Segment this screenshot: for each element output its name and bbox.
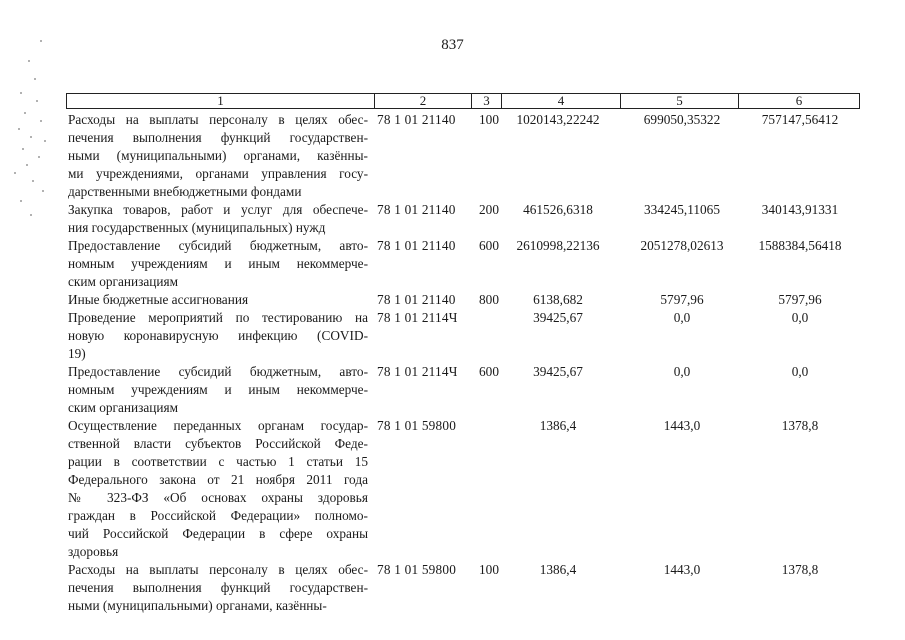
expense-type: 800 xyxy=(479,292,499,307)
value-col-5: 0,0 xyxy=(673,310,691,325)
header-col-6: 6 xyxy=(795,93,803,108)
expense-item-name-line: печения выполнения функций государствен- xyxy=(68,580,368,595)
expense-item-name-line: Проведение мероприятий по тестированию на xyxy=(68,310,368,325)
table-row xyxy=(66,561,866,615)
budget-code: 78 1 01 21140 xyxy=(377,238,456,253)
table-body xyxy=(66,111,866,615)
value-col-6: 5797,96 xyxy=(778,292,822,307)
header-col-2: 2 xyxy=(375,94,472,108)
expense-item-name-line: граждан в Российской Федерации» полномо- xyxy=(68,508,368,523)
budget-code: 78 1 01 2114Ч xyxy=(377,364,458,379)
table-row xyxy=(66,111,866,201)
expense-item-name xyxy=(68,237,368,291)
expense-type: 600 xyxy=(479,238,499,253)
budget-code: 78 1 01 2114Ч xyxy=(377,310,458,325)
table-row xyxy=(66,237,866,291)
expense-item-name-line: ским организациям xyxy=(68,400,179,415)
expense-item-name-line: ми учреждениями, органами управления госу- xyxy=(68,166,368,181)
expense-item-name-line: ными (муниципальными) органами, казённы- xyxy=(68,598,327,613)
expense-item-name-line: рации в соответствии с частью 1 статьи 15 xyxy=(68,454,368,469)
value-col-6: 340143,91331 xyxy=(761,202,839,217)
expense-item-name-line: ственной власти субъектов Российской Феде- xyxy=(68,436,368,451)
expense-item-name-line: ными (муниципальными) органами, казённы- xyxy=(68,148,368,163)
expense-item-name xyxy=(68,561,368,615)
expense-item-name-line: чий Российской Федерации в сфере охраны xyxy=(68,526,368,541)
table-header xyxy=(66,93,860,109)
value-col-4: 1386,4 xyxy=(539,562,577,577)
budget-code: 78 1 01 59800 xyxy=(377,418,457,433)
expense-item-name-line: 19) xyxy=(68,346,86,361)
expense-item-name-line: Расходы на выплаты персоналу в целях обес- xyxy=(68,562,368,577)
expense-item-name-line: № 323-ФЗ «Об основах охраны здоровья xyxy=(68,490,368,505)
value-col-6: 757147,56412 xyxy=(761,112,839,127)
expense-item-name xyxy=(68,417,368,561)
expense-item-name-line: Осуществление переданных органам государ- xyxy=(68,418,368,433)
table-row xyxy=(66,201,866,237)
value-col-4: 1386,4 xyxy=(539,418,577,433)
table-row xyxy=(66,291,866,309)
value-col-6: 0,0 xyxy=(791,310,809,325)
value-col-4: 6138,682 xyxy=(533,292,583,307)
value-col-4: 2610998,22136 xyxy=(516,238,600,253)
value-col-6: 0,0 xyxy=(791,364,809,379)
expense-item-name-line: ским организациям xyxy=(68,274,179,289)
expense-type: 100 xyxy=(479,112,499,127)
expense-type: 100 xyxy=(479,562,499,577)
value-col-5: 1443,0 xyxy=(663,418,701,433)
expense-item-name-line: печения выполнения функций государствен- xyxy=(68,130,368,145)
header-col-3: 3 xyxy=(472,94,502,108)
budget-code: 78 1 01 21140 xyxy=(377,202,456,217)
value-col-5: 699050,35322 xyxy=(643,112,721,127)
table-row xyxy=(66,417,866,561)
value-col-4: 1020143,22242 xyxy=(516,112,600,127)
table-row xyxy=(66,309,866,363)
header-col-1: 1 xyxy=(67,94,375,108)
expense-item-name xyxy=(68,111,368,201)
value-col-4: 39425,67 xyxy=(533,310,583,325)
header-col-5: 5 xyxy=(621,94,739,108)
expense-item-name-line: здоровья xyxy=(68,544,119,559)
expense-item-name-line: Предоставление субсидий бюджетным, авто- xyxy=(68,364,368,379)
expense-item-name-line: Предоставление субсидий бюджетным, авто- xyxy=(68,238,368,253)
value-col-6: 1378,8 xyxy=(781,418,819,433)
header-col-4: 4 xyxy=(502,94,621,108)
value-col-5: 2051278,02613 xyxy=(640,238,724,253)
expense-item-name-line: Иные бюджетные ассигнования xyxy=(68,292,249,307)
expense-item-name-line: Закупка товаров, работ и услуг для обеспече- xyxy=(68,202,368,217)
expense-item-name-line: номным учреждениям и иным некоммерче- xyxy=(68,382,368,397)
value-col-5: 334245,11065 xyxy=(644,202,720,217)
table-row xyxy=(66,363,866,417)
expense-item-name-line: Расходы на выплаты персоналу в целях обес- xyxy=(68,112,368,127)
expense-item-name-line: ния государственных (муниципальных) нужд xyxy=(68,220,326,235)
page-number: 837 xyxy=(441,37,464,53)
budget-code: 78 1 01 21140 xyxy=(377,292,456,307)
expense-item-name xyxy=(68,363,368,417)
expense-type: 200 xyxy=(479,202,499,217)
expense-item-name-line: номным учреждениям и иным некоммерче- xyxy=(68,256,368,271)
expense-item-name-line: новую коронавирусную инфекцию (COVID- xyxy=(68,328,368,343)
budget-code: 78 1 01 59800 xyxy=(377,562,457,577)
value-col-5: 1443,0 xyxy=(663,562,701,577)
value-col-6: 1588384,56418 xyxy=(758,238,842,253)
expense-item-name xyxy=(68,309,368,363)
expense-item-name-line: дарственными внебюджетными фондами xyxy=(68,184,302,199)
expense-item-name xyxy=(68,201,368,237)
value-col-5: 0,0 xyxy=(673,364,691,379)
value-col-5: 5797,96 xyxy=(660,292,704,307)
budget-code: 78 1 01 21140 xyxy=(377,112,456,127)
expense-item-name xyxy=(68,291,368,309)
expense-type: 600 xyxy=(479,364,499,379)
value-col-4: 461526,6318 xyxy=(523,202,593,217)
value-col-4: 39425,67 xyxy=(533,364,583,379)
value-col-6: 1378,8 xyxy=(781,562,819,577)
expense-item-name-line: Федерального закона от 21 ноября 2011 года xyxy=(68,472,368,487)
